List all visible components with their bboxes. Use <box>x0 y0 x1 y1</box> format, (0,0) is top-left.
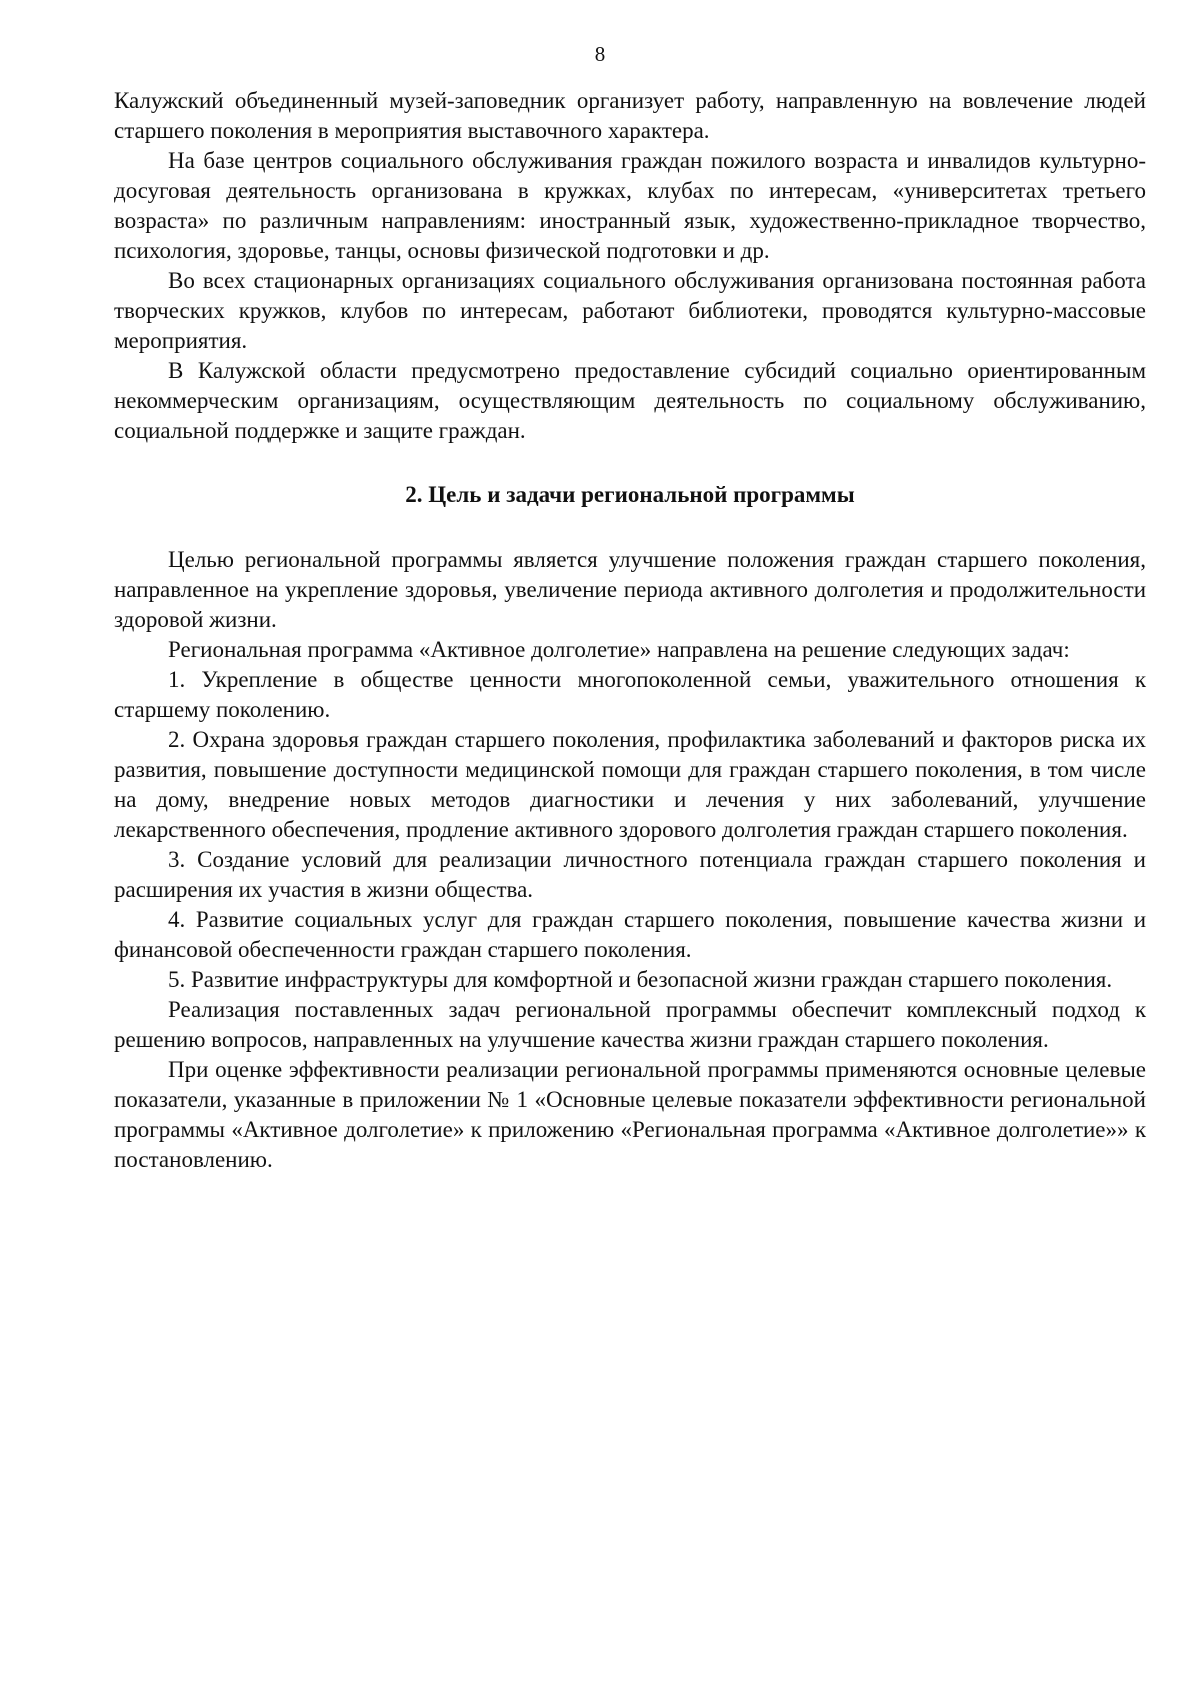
page-number: 8 <box>594 42 606 66</box>
task-item-1: 1. Укрепление в обществе ценности многопоколенной семьи, уважительного отношения к старшему поколению. <box>114 667 1146 722</box>
paragraph-subsidies: В Калужской области предусмотрено предоставление субсидий социально ориентированным некоммерческим организациям, осуществляющим деятельность по социальному обслуживанию, социальной поддержке и защите граждан. <box>114 358 1146 443</box>
task-item-4: 4. Развитие социальных услуг для граждан старшего поколения, повышение качества жизни и финансовой обеспеченности граждан старшего поколения. <box>114 907 1146 962</box>
paragraph-evaluation: При оценке эффективности реализации региональной программы применяются основные целевые показатели, указанные в приложении № 1 «Основные целевые показатели эффективности региональной программы «Активное долголетие» к приложению «Региональная программа «Активное долголетие»» к постановлению. <box>114 1057 1146 1172</box>
task-item-2: 2. Охрана здоровья граждан старшего поколения, профилактика заболеваний и факторов риска их развития, повышение доступности медицинской помощи для граждан старшего поколения, в том числе на дому, внедрение новых методов диагностики и лечения у них заболеваний, улучшение лекарственного обеспечения, продление активного здорового долголетия граждан старшего поколения. <box>114 727 1146 842</box>
document-body <box>114 86 1146 1175</box>
task-item-3: 3. Создание условий для реализации личностного потенциала граждан старшего поколения и расширения их участия в жизни общества. <box>114 847 1146 902</box>
paragraph-stationary-organizations: Во всех стационарных организациях социального обслуживания организована постоянная работа творческих кружков, клубов по интересам, работают библиотеки, проводятся культурно-массовые мероприятия. <box>114 268 1146 353</box>
paragraph-social-centers: На базе центров социального обслуживания граждан пожилого возраста и инвалидов культурно-досуговая деятельность организована в кружках, клубах по интересам, «университетах третьего возраста» по различным направлениям: иностранный язык, художественно-прикладное творчество, психология, здоровье, танцы, основы физической подготовки и др. <box>114 148 1146 263</box>
paragraph-tasks-intro: Региональная программа «Активное долголетие» направлена на решение следующих задач: <box>168 637 1070 662</box>
paragraph-goal: Целью региональной программы является улучшение положения граждан старшего поколения, направленное на укрепление здоровья, увеличение периода активного долголетия и продолжительности здоровой жизни. <box>114 547 1146 632</box>
paragraph-museum: Калужский объединенный музей-заповедник организует работу, направленную на вовлечение людей старшего поколения в мероприятия выставочного характера. <box>114 88 1146 143</box>
paragraph-implementation: Реализация поставленных задач региональной программы обеспечит комплексный подход к решению вопросов, направленных на улучшение качества жизни граждан старшего поколения. <box>114 997 1146 1052</box>
section-heading: 2. Цель и задачи региональной программы <box>405 482 855 507</box>
task-item-5: 5. Развитие инфраструктуры для комфортной и безопасной жизни граждан старшего поколения. <box>168 967 1113 992</box>
